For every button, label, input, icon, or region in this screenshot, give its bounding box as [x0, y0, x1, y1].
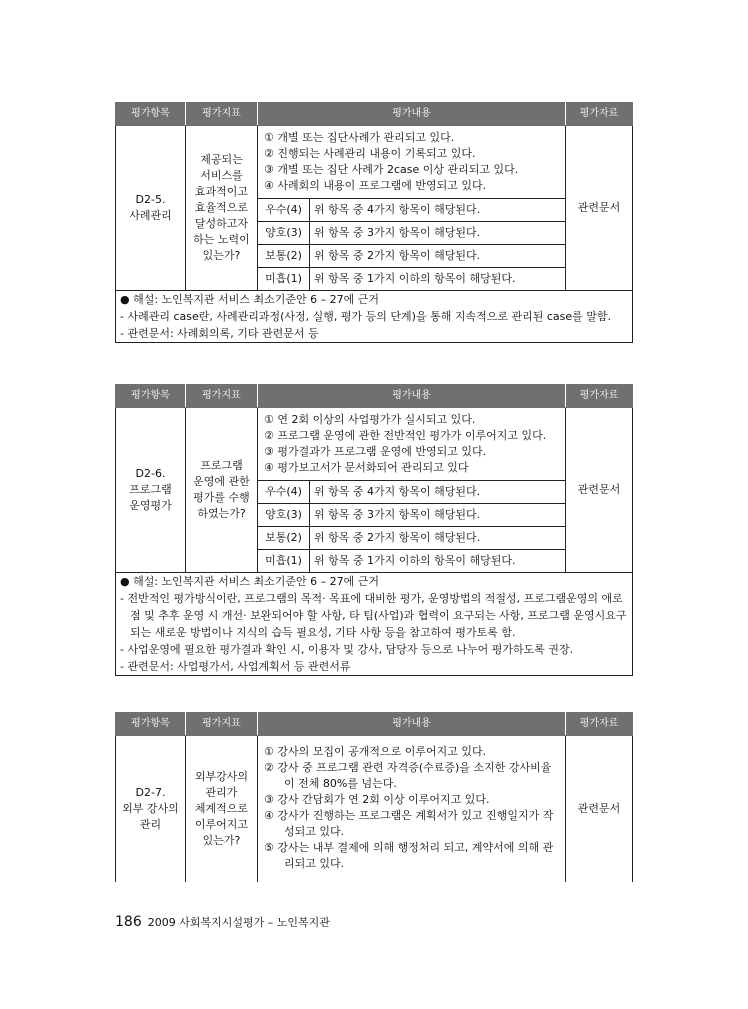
header-content: 평가내용 [258, 385, 566, 408]
indicator-line: 달성하고자 [194, 217, 249, 230]
criteria-item: ① 강사의 모집이 공개적으로 이루어지고 있다. [264, 745, 487, 758]
note-line: - 사례관리 case란, 사례관리과정(사정, 실행, 평가 등의 단계)을 통해 지속적으로 관리된 case를 말함. [120, 310, 611, 323]
level-grade: 보통(2) [258, 527, 310, 550]
criteria-item: 리되고 있다. [284, 857, 345, 870]
header-material: 평가자료 [566, 385, 633, 408]
material-cell: 관련문서 [566, 408, 633, 573]
indicator-line: 이루어지고 [194, 818, 249, 831]
level-desc: 위 항목 중 2가지 항목이 해당된다. [310, 245, 566, 268]
level-grade: 우수(4) [258, 199, 310, 222]
notes-row [116, 291, 633, 343]
indicator-line: 효율적으로 [194, 201, 249, 214]
criteria-item: ① 연 2회 이상의 사업평가가 실시되고 있다. [264, 413, 476, 426]
note-line: 되는 새로운 방법이나 지식의 습득 필요성, 기타 사항 등을 참고하여 평가토록 함. [130, 626, 516, 639]
header-item: 평가항목 [116, 385, 186, 408]
item-code: D2-6. [135, 467, 166, 480]
note-line: ● 해설: 노인복지관 서비스 최소기준안 6 – 27에 근거 [120, 293, 380, 306]
note-line: - 전반적인 평가방식이란, 프로그램의 목적· 목표에 대비한 평가, 운영방법의 적절성, 프로그램운영의 애로 [120, 592, 623, 605]
indicator-line: 관리가 [205, 786, 238, 799]
header-indicator: 평가지표 [186, 385, 258, 408]
item-cell [116, 408, 186, 573]
level-desc: 위 항목 중 3가지 항목이 해당된다. [310, 504, 566, 527]
item-name: 프로그램 [129, 483, 172, 496]
eval-table-d2-6 [115, 384, 632, 676]
indicator-line: 외부강사의 [194, 770, 249, 783]
indicator-line: 하였는가? [197, 507, 246, 520]
indicator-cell [186, 736, 258, 883]
item-code: D2-7. [135, 786, 166, 799]
criteria-item: ① 개별 또는 집단사례가 관리되고 있다. [264, 131, 455, 144]
note-line: - 관련문서: 사업평가서, 사업계획서 등 관련서류 [120, 660, 351, 673]
note-line: - 사업운영에 필요한 평가결과 확인 시, 이용자 및 강사, 담당자 등으로 나누어 평가하도록 권장. [120, 643, 574, 656]
level-desc: 위 항목 중 3가지 항목이 해당된다. [310, 222, 566, 245]
table-header [116, 713, 633, 736]
eval-table-d2-5 [115, 102, 632, 343]
indicator-line: 서비스를 [200, 169, 243, 182]
criteria-list [258, 736, 566, 883]
item-cell [116, 736, 186, 883]
table-header [116, 385, 633, 408]
header-item: 평가항목 [116, 103, 186, 126]
criteria-item: ② 진행되는 사례관리 내용이 기록되고 있다. [264, 147, 476, 160]
level-grade: 보통(2) [258, 245, 310, 268]
note-line: ● 해설: 노인복지관 서비스 최소기준안 6 – 27에 근거 [120, 575, 380, 588]
item-code: D2-5. [135, 193, 166, 206]
criteria-item: 이 전체 80%를 넘는다. [284, 777, 397, 790]
criteria-item: ③ 평가결과가 프로그램 운영에 반영되고 있다. [264, 445, 487, 458]
header-indicator: 평가지표 [186, 713, 258, 736]
level-desc: 위 항목 중 4가지 항목이 해당된다. [310, 481, 566, 504]
material-cell: 관련문서 [566, 736, 633, 883]
level-grade: 양호(3) [258, 222, 310, 245]
level-desc: 위 항목 중 1가지 이하의 항목이 해당된다. [310, 268, 566, 291]
header-indicator: 평가지표 [186, 103, 258, 126]
criteria-item: ④ 강사가 진행하는 프로그램은 계획서가 있고 진행일지가 작 [264, 809, 554, 822]
note-line: - 관련문서: 사례회의록, 기타 관련문서 등 [120, 327, 319, 340]
criteria-item: ④ 평가보고서가 문서화되어 관리되고 있다 [264, 461, 469, 474]
header-material: 평가자료 [566, 103, 633, 126]
material-cell: 관련문서 [566, 126, 633, 291]
page-number: 186 [115, 914, 142, 930]
table-header [116, 103, 633, 126]
indicator-line: 프로그램 [200, 459, 243, 472]
indicator-line: 하는 노력이 [193, 233, 250, 246]
indicator-line: 체계적으로 [194, 802, 249, 815]
note-line: 점 및 추후 운영 시 개선· 보완되어야 할 사항, 타 팀(사업)과 협력이 요구되는 사항, 프로그램 운영시요구 [130, 609, 627, 622]
header-content: 평가내용 [258, 713, 566, 736]
indicator-line: 있는가? [202, 834, 241, 847]
header-content: 평가내용 [258, 103, 566, 126]
indicator-line: 평가를 수행 [193, 491, 250, 504]
level-grade: 양호(3) [258, 504, 310, 527]
footer-text: 2009 사회복지시설평가 – 노인복지관 [147, 916, 330, 929]
indicator-line: 운영에 관한 [193, 475, 250, 488]
criteria-item: ⑤ 강사는 내부 결제에 의해 행정처리 되고, 계약서에 의해 관 [264, 841, 554, 854]
criteria-list [258, 408, 566, 481]
item-cell [116, 126, 186, 291]
level-grade: 우수(4) [258, 481, 310, 504]
criteria-item: ③ 강사 간담회가 연 2회 이상 이루어지고 있다. [264, 793, 490, 806]
page-footer [115, 914, 330, 930]
notes-row [116, 573, 633, 676]
criteria-list [258, 126, 566, 199]
criteria-item: ② 강사 중 프로그램 관련 자격증(수료증)을 소지한 강사비율 [264, 761, 552, 774]
indicator-line: 있는가? [202, 249, 241, 262]
item-name: 사례관리 [129, 209, 172, 222]
item-name: 관리 [139, 818, 162, 831]
criteria-item: ② 프로그램 운영에 관한 전반적인 평가가 이루어지고 있다. [264, 429, 547, 442]
header-material: 평가자료 [566, 713, 633, 736]
indicator-line: 제공되는 [200, 153, 243, 166]
item-name: 외부 강사의 [122, 802, 179, 815]
item-name: 운영평가 [129, 499, 172, 512]
notes-cell [116, 573, 633, 676]
eval-table-d2-7 [115, 712, 632, 882]
level-grade: 미흡(1) [258, 268, 310, 291]
indicator-line: 효과적이고 [194, 185, 249, 198]
level-grade: 미흡(1) [258, 550, 310, 573]
criteria-item: ④ 사례회의 내용이 프로그램에 반영되고 있다. [264, 179, 487, 192]
level-desc: 위 항목 중 2가지 항목이 해당된다. [310, 527, 566, 550]
header-item: 평가항목 [116, 713, 186, 736]
indicator-cell [186, 408, 258, 573]
level-desc: 위 항목 중 4가지 항목이 해당된다. [310, 199, 566, 222]
notes-cell [116, 291, 633, 343]
level-desc: 위 항목 중 1가지 이하의 항목이 해당된다. [310, 550, 566, 573]
criteria-item: ③ 개별 또는 집단 사례가 2case 이상 관리되고 있다. [264, 163, 519, 176]
indicator-cell [186, 126, 258, 291]
criteria-item: 성되고 있다. [284, 825, 345, 838]
